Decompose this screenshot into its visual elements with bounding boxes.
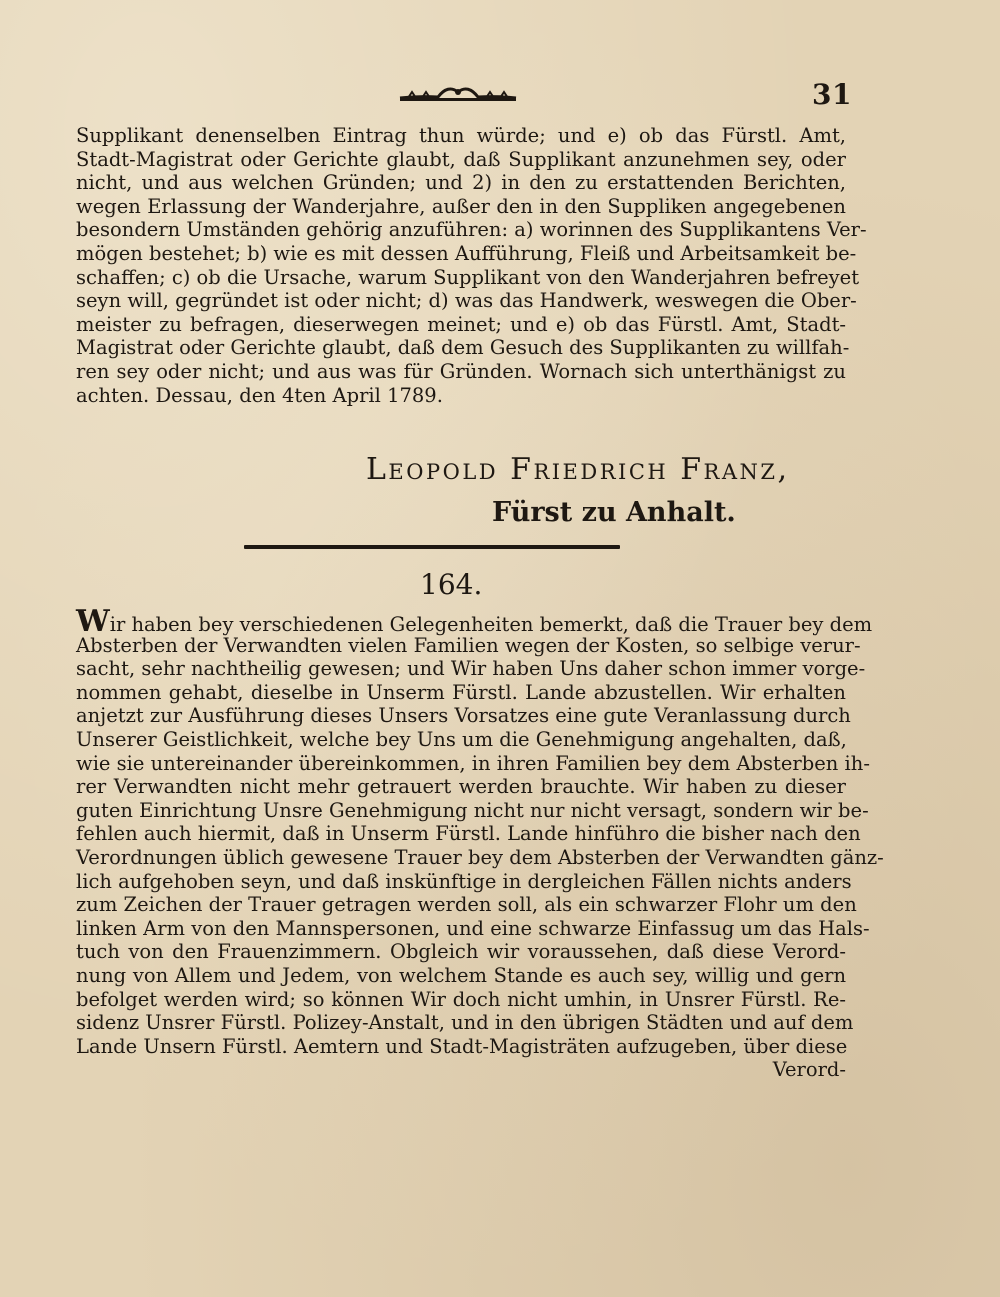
text-line: fehlen auch hiermit, daß in Unserm Fürstl. Lande hinführo die bisher nach den (76, 822, 861, 846)
section-divider (244, 545, 620, 549)
section-number: 164. (420, 568, 483, 601)
text-line: tuch von den Frauenzimmern. Obgleich wir voraussehen, daß diese Verord- (76, 940, 846, 964)
text-line: nung von Allem und Jedem, von welchem Stande es auch sey, willig und gern (76, 963, 846, 987)
text-line: sacht, sehr nachtheilig gewesen; und Wir haben Uns daher schon immer vorge- (76, 657, 866, 681)
text-line: Stadt-Magistrat oder Gerichte glaubt, daß Supplikant anzunehmen sey, oder (76, 147, 846, 171)
text-line: guten Einrichtung Unsre Genehmigung nicht nur nicht versagt, sondern wir be- (76, 798, 869, 822)
text-line: seyn will, gegründet ist oder nicht; d) was das Handwerk, weswegen die Ober- (76, 289, 857, 313)
text-line: Lande Unsern Fürstl. Aemtern und Stadt-Magisträten aufzugeben, über diese (76, 1034, 848, 1058)
text-line: befolget werden wird; so können Wir doch nicht umhin, in Unsrer Fürstl. Re- (76, 987, 846, 1011)
text-line: Verordnungen üblich gewesene Trauer bey dem Absterben der Verwandten gänz- (76, 845, 884, 869)
text-line (76, 604, 873, 639)
text-line: meister zu befragen, dieserwegen meinet; und e) ob das Fürstl. Amt, Stadt- (76, 312, 846, 336)
header-ornament (398, 80, 518, 104)
text-line: wegen Erlassung der Wanderjahre, außer den in den Suppliken angegebenen (76, 194, 846, 218)
page-number: 31 (812, 78, 852, 111)
text-line: nommen gehabt, dieselbe in Unserm Fürstl. Lande abzustellen. Wir erhalten (76, 680, 846, 704)
text-line-rest: ir haben bey verschiedenen Gelegenheiten bemerkt, daß die Trauer bey dem (109, 613, 873, 636)
text-line: Unserer Geistlichkeit, welche bey Uns um die Genehmigung angehalten, daß, (76, 727, 847, 751)
text-line: Verord- (772, 1058, 846, 1082)
signature-title: Fürst zu Anhalt. (492, 497, 736, 528)
text-line: linken Arm von den Mannspersonen, und eine schwarze Einfassug um das Hals- (76, 916, 870, 940)
text-line: zum Zeichen der Trauer getragen werden soll, als ein schwarzer Flohr um den (76, 893, 857, 917)
text-line: achten. Dessau, den 4ten April 1789. (76, 383, 443, 407)
text-block-section-164 (76, 604, 884, 1082)
signature-name: Leopold Friedrich Franz, (366, 452, 790, 487)
text-block-continuation (76, 124, 867, 407)
text-line: anjetzt zur Ausführung dieses Unsers Vorsatzes eine gute Veranlassung durch (76, 704, 851, 728)
text-line: schaffen; c) ob die Ursache, warum Supplikant von den Wanderjahren befreyet (76, 265, 860, 289)
text-line: wie sie untereinander übereinkommen, in ihren Familien bey dem Absterben ih- (76, 751, 870, 775)
text-line: sidenz Unsrer Fürstl. Polizey-Anstalt, und in den übrigen Städten und auf dem (76, 1011, 854, 1035)
text-line: lich aufgehoben seyn, und daß inskünftige in dergleichen Fällen nichts anders (76, 869, 852, 893)
text-line: besondern Umständen gehörig anzuführen: a) worinnen des Supplikantens Ver- (76, 218, 867, 242)
text-line: Absterben der Verwandten vielen Familien wegen der Kosten, so selbige verur- (76, 633, 861, 657)
initial-letter: W (76, 604, 110, 639)
text-line: rer Verwandten nicht mehr getrauert werden brauchte. Wir haben zu dieser (76, 775, 846, 799)
text-line: ren sey oder nicht; und aus was für Gründen. Wornach sich unterthänigst zu (76, 359, 846, 383)
text-line: mögen bestehet; b) wie es mit dessen Aufführung, Fleiß und Arbeitsamkeit be- (76, 241, 857, 265)
text-line: Magistrat oder Gerichte glaubt, daß dem Gesuch des Supplikanten zu willfah- (76, 336, 850, 360)
text-line: Supplikant denenselben Eintrag thun würde; und e) ob das Fürstl. Amt, (76, 124, 846, 147)
text-line: nicht, und aus welchen Gründen; und 2) in den zu erstattenden Berichten, (76, 171, 846, 195)
